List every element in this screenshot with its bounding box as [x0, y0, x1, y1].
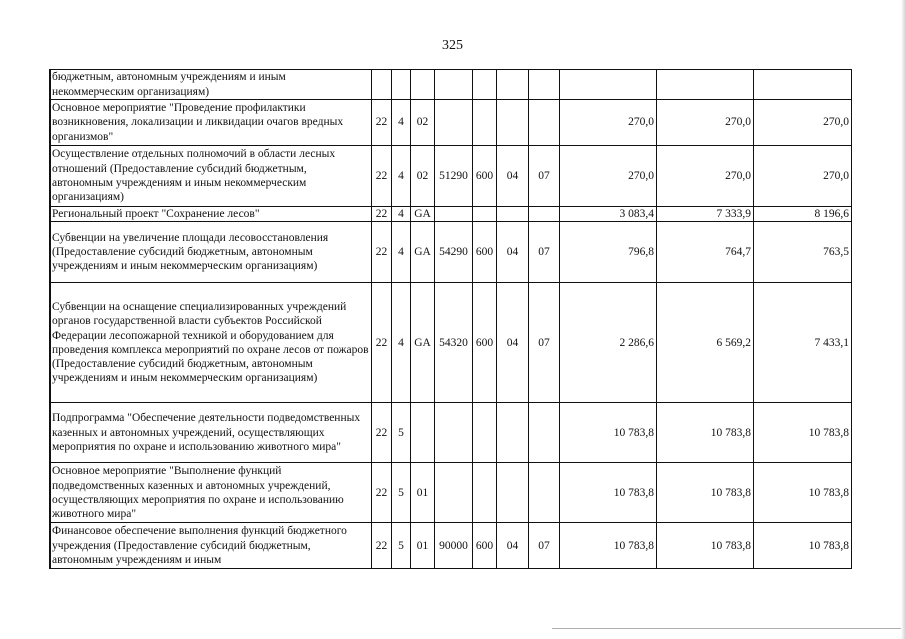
value-cell-year2: 10 783,8 [657, 403, 754, 463]
value-cell-year1: 10 783,8 [560, 463, 657, 523]
code-cell: 02 [411, 100, 435, 146]
value-cell-year1: 3 083,4 [560, 207, 657, 222]
table-row [50, 100, 852, 146]
value-cell-year2: 270,0 [657, 100, 754, 146]
value-cell-year3 [754, 70, 852, 100]
value-cell-year2 [657, 70, 754, 100]
code-cell [411, 70, 435, 100]
code-cell [529, 70, 560, 100]
row-name: Основное мероприятие "Проведение профилактики возникновения, локализации и ликвидации очагов вредных организмов" [50, 100, 372, 146]
code-cell: 07 [529, 523, 560, 569]
table-body [50, 70, 852, 569]
code-cell: 5 [392, 523, 411, 569]
budget-table [49, 69, 852, 569]
row-name: Подпрограмма "Обеспечение деятельности подведомственных казенных и автономных учреждений, осуществляющих мероприятия по охране и использованию животного мира" [50, 403, 372, 463]
code-cell: 04 [497, 283, 529, 403]
value-cell-year2: 6 569,2 [657, 283, 754, 403]
page-number: 325 [442, 38, 463, 53]
value-cell-year3: 7 433,1 [754, 283, 852, 403]
code-cell: 22 [372, 463, 392, 523]
value-cell-year2: 270,0 [657, 146, 754, 207]
code-cell: 4 [392, 146, 411, 207]
value-cell-year2: 10 783,8 [657, 463, 754, 523]
code-cell [529, 100, 560, 146]
code-cell: 04 [497, 222, 529, 283]
code-cell: 07 [529, 283, 560, 403]
value-cell-year3: 10 783,8 [754, 403, 852, 463]
code-cell: GA [411, 207, 435, 222]
code-cell: 5 [392, 463, 411, 523]
value-cell-year3: 270,0 [754, 100, 852, 146]
code-cell: 4 [392, 283, 411, 403]
row-name: Субвенции на оснащение специализированных учреждений органов государственной власти субъектов Российской Федерации лесопожарной техникой и оборудованием для проведения комплекса мероприятий по охране лесов от пожаров (Предоставление субсидий бюджетным, автономным учреждениям и иным некоммерческим организациям) [50, 283, 372, 403]
row-name: бюджетным, автономным учреждениям и иным некоммерческим организациям) [50, 70, 372, 100]
code-cell [473, 463, 497, 523]
code-cell: 22 [372, 146, 392, 207]
code-cell [392, 70, 411, 100]
code-cell: GA [411, 222, 435, 283]
table-row [50, 463, 852, 523]
code-cell: 22 [372, 523, 392, 569]
code-cell [473, 70, 497, 100]
code-cell [411, 403, 435, 463]
code-cell [497, 70, 529, 100]
value-cell-year2: 7 333,9 [657, 207, 754, 222]
code-cell: 600 [473, 222, 497, 283]
code-cell [529, 463, 560, 523]
value-cell-year3: 270,0 [754, 146, 852, 207]
code-cell: 51290 [435, 146, 473, 207]
value-cell-year3: 10 783,8 [754, 523, 852, 569]
value-cell-year1: 2 286,6 [560, 283, 657, 403]
value-cell-year1: 270,0 [560, 146, 657, 207]
code-cell [372, 70, 392, 100]
code-cell [435, 70, 473, 100]
code-cell: 54320 [435, 283, 473, 403]
value-cell-year3: 8 196,6 [754, 207, 852, 222]
code-cell: 22 [372, 100, 392, 146]
table-row [50, 222, 852, 283]
value-cell-year3: 10 783,8 [754, 463, 852, 523]
table-row [50, 207, 852, 222]
value-cell-year1 [560, 70, 657, 100]
value-cell-year1: 10 783,8 [560, 403, 657, 463]
code-cell [435, 463, 473, 523]
table-row [50, 523, 852, 569]
code-cell [435, 403, 473, 463]
code-cell: 01 [411, 463, 435, 523]
code-cell: 600 [473, 283, 497, 403]
code-cell: 04 [497, 523, 529, 569]
code-cell: 22 [372, 207, 392, 222]
code-cell: 4 [392, 222, 411, 283]
code-cell: 01 [411, 523, 435, 569]
code-cell [497, 207, 529, 222]
code-cell: 02 [411, 146, 435, 207]
code-cell [435, 100, 473, 146]
code-cell: 600 [473, 523, 497, 569]
table-row [50, 70, 852, 100]
table-row [50, 283, 852, 403]
code-cell [497, 100, 529, 146]
code-cell: 04 [497, 146, 529, 207]
code-cell: GA [411, 283, 435, 403]
code-cell: 5 [392, 403, 411, 463]
table-row [50, 403, 852, 463]
code-cell [473, 403, 497, 463]
row-name: Осуществление отдельных полномочий в области лесных отношений (Предоставление субсидий бюджетным, автономным учреждениям и иным некоммерческим организациям) [50, 146, 372, 207]
table-row [50, 146, 852, 207]
row-name: Субвенции на увеличение площади лесовосстановления (Предоставление субсидий бюджетным, автономным учреждениям и иным некоммерческим организациям) [50, 222, 372, 283]
code-cell [497, 403, 529, 463]
code-cell: 4 [392, 207, 411, 222]
code-cell: 22 [372, 283, 392, 403]
code-cell: 22 [372, 403, 392, 463]
table-left-edge [49, 69, 51, 569]
code-cell [529, 403, 560, 463]
row-name: Региональный проект "Сохранение лесов" [50, 207, 372, 222]
value-cell-year1: 10 783,8 [560, 523, 657, 569]
code-cell: 22 [372, 222, 392, 283]
value-cell-year1: 270,0 [560, 100, 657, 146]
row-name: Финансовое обеспечение выполнения функций бюджетного учреждения (Предоставление субсидий бюджетным, автономным учреждениям и иным [50, 523, 372, 569]
scan-edge-shadow [901, 0, 905, 639]
scan-artifact-line [552, 628, 905, 629]
code-cell [473, 100, 497, 146]
row-name: Основное мероприятие "Выполнение функций подведомственных казенных и автономных учреждений, осуществляющих мероприятия по охране и использованию животного мира" [50, 463, 372, 523]
code-cell: 600 [473, 146, 497, 207]
code-cell [435, 207, 473, 222]
code-cell: 07 [529, 222, 560, 283]
code-cell: 54290 [435, 222, 473, 283]
code-cell: 4 [392, 100, 411, 146]
value-cell-year2: 10 783,8 [657, 523, 754, 569]
code-cell [529, 207, 560, 222]
value-cell-year1: 796,8 [560, 222, 657, 283]
code-cell: 90000 [435, 523, 473, 569]
value-cell-year3: 763,5 [754, 222, 852, 283]
value-cell-year2: 764,7 [657, 222, 754, 283]
code-cell: 07 [529, 146, 560, 207]
code-cell [497, 463, 529, 523]
code-cell [473, 207, 497, 222]
